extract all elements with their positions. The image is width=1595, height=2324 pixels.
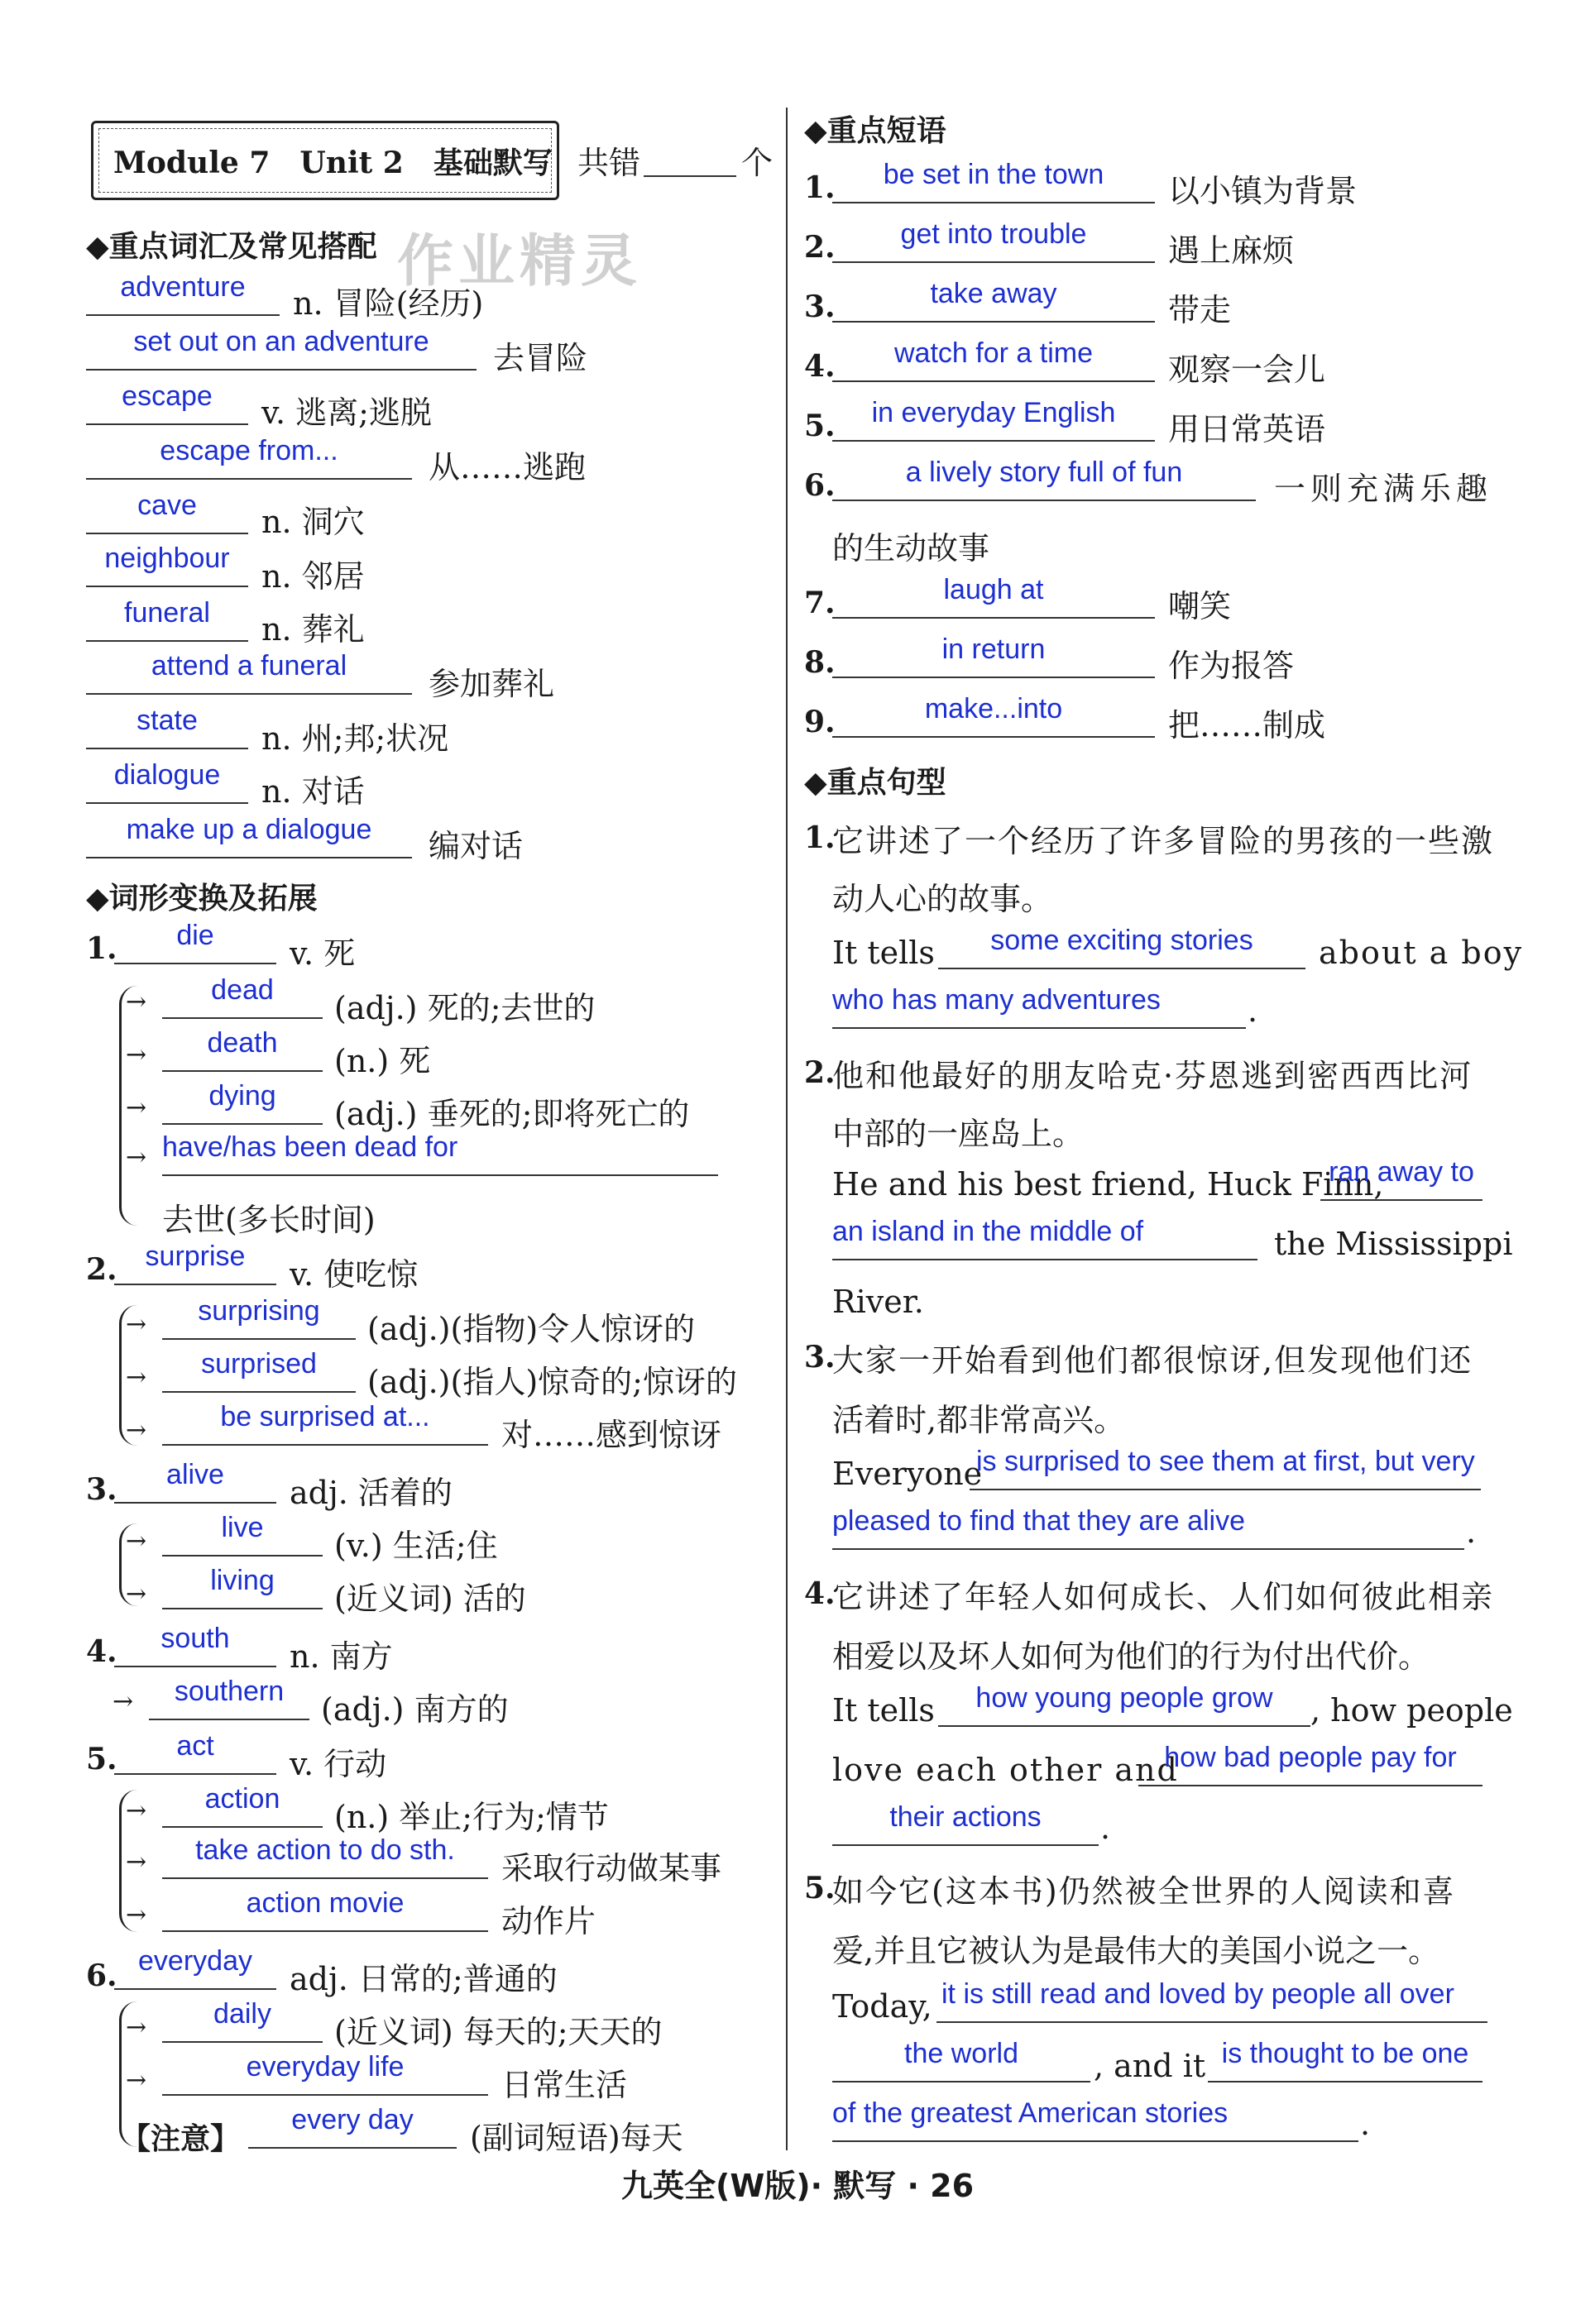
column-divider bbox=[786, 108, 788, 2150]
sentence-chinese: 动人心的故事。 bbox=[832, 881, 1053, 917]
sentence-answer: the world bbox=[832, 2038, 1090, 2083]
vocab-answer: escape bbox=[86, 380, 248, 425]
vocab-gloss: n. 对话 bbox=[261, 773, 365, 810]
arrow-icon: → bbox=[126, 1848, 147, 1877]
header-title: Module 7 Unit 2 基础默写 bbox=[113, 146, 553, 180]
wordform-gloss: (adj.) 南方的 bbox=[321, 1691, 509, 1728]
arrow-icon: → bbox=[126, 2013, 147, 2042]
phrase-gloss: 把……制成 bbox=[1168, 707, 1326, 744]
vocab-answer: dialogue bbox=[86, 759, 248, 804]
wordform-gloss: adj. 日常的;普通的 bbox=[290, 1961, 558, 1997]
wordform-answer: dying bbox=[162, 1080, 323, 1125]
item-number: 6. bbox=[86, 1958, 117, 1993]
header-box bbox=[91, 121, 559, 200]
vocab-answer: state bbox=[86, 705, 248, 749]
error-count-blank[interactable] bbox=[644, 146, 736, 177]
arrow-icon: → bbox=[126, 1143, 147, 1172]
vocab-gloss: n. 邻居 bbox=[261, 558, 365, 595]
vocab-gloss: 参加葬礼 bbox=[429, 666, 555, 702]
phrase-gloss: 嘲笑 bbox=[1168, 588, 1232, 624]
item-number: 3. bbox=[804, 1340, 836, 1375]
sentence-chinese: 爱,并且它被认为是最伟大的美国小说之一。 bbox=[832, 1933, 1440, 1969]
vocab-gloss: 从……逃跑 bbox=[429, 449, 587, 485]
item-number: 2. bbox=[804, 230, 836, 265]
arrow-icon: → bbox=[126, 1901, 147, 1929]
item-number: 5. bbox=[804, 409, 836, 443]
phrase-gloss: 遇上麻烦 bbox=[1168, 232, 1295, 269]
sentence-text: , how people bbox=[1310, 1692, 1513, 1729]
phrase-answer: watch for a time bbox=[832, 337, 1155, 382]
item-number: 6. bbox=[804, 468, 836, 503]
arrow-icon: → bbox=[126, 2066, 147, 2095]
watermark: 作业精灵 bbox=[397, 228, 643, 294]
sentence-text: He and his best friend, Huck Finn, bbox=[832, 1166, 1384, 1203]
note-gloss: (副词短语)每天 bbox=[470, 2120, 683, 2156]
vocab-answer: attend a funeral bbox=[86, 650, 412, 695]
sentence-answer: their actions bbox=[832, 1801, 1099, 1846]
arrow-icon: → bbox=[126, 1093, 147, 1122]
sentence-chinese: 他和他最好的朋友哈克·芬恩逃到密西西比河 bbox=[832, 1058, 1473, 1094]
error-count-suffix: 个 bbox=[741, 145, 774, 181]
phrase-answer: make...into bbox=[832, 693, 1155, 738]
vocab-gloss: 编对话 bbox=[429, 828, 524, 864]
sentence-answer: pleased to find that they are alive bbox=[832, 1505, 1464, 1550]
sentence-answer: ran away to bbox=[1320, 1156, 1482, 1201]
vocab-answer: cave bbox=[86, 490, 248, 534]
vocab-gloss: v. 逃离;逃脱 bbox=[261, 395, 432, 431]
sentence-text: the Mississippi bbox=[1274, 1226, 1513, 1262]
phrase-answer: a lively story full of fun bbox=[832, 457, 1256, 501]
sentence-chinese: 它讲述了年轻人如何成长、人们如何彼此相亲 bbox=[832, 1579, 1495, 1615]
wordform-gloss: (v.) 生活;住 bbox=[334, 1528, 498, 1564]
wordform-gloss: (n.) 死 bbox=[334, 1043, 431, 1079]
item-number: 8. bbox=[804, 645, 836, 680]
note-label: 【注意】 bbox=[121, 2122, 241, 2156]
phrase-answer: in everyday English bbox=[832, 397, 1155, 442]
wordform-answer: daily bbox=[162, 1998, 323, 2043]
wordform-gloss: (adj.)(指物)令人惊讶的 bbox=[367, 1311, 696, 1347]
item-number: 2. bbox=[86, 1252, 117, 1287]
vocab-answer: make up a dialogue bbox=[86, 814, 412, 858]
phrase-gloss-continued: 的生动故事 bbox=[832, 530, 990, 567]
wordform-gloss: (n.) 举止;行为;情节 bbox=[334, 1799, 609, 1835]
wordform-answer: live bbox=[162, 1512, 323, 1557]
item-number: 3. bbox=[86, 1472, 117, 1507]
phrase-answer: take away bbox=[832, 278, 1155, 323]
vocab-gloss: n. 洞穴 bbox=[261, 504, 365, 540]
sentence-text: Today, bbox=[832, 1988, 932, 2025]
wordform-gloss: (adj.)(指人)惊奇的;惊讶的 bbox=[367, 1364, 737, 1400]
wordform-gloss: 采取行动做某事 bbox=[501, 1850, 722, 1886]
arrow-icon: → bbox=[126, 1040, 147, 1069]
wordform-answer: south bbox=[114, 1623, 276, 1667]
item-number: 7. bbox=[804, 586, 836, 620]
wordform-answer: everyday bbox=[114, 1945, 276, 1990]
wordform-answer: action bbox=[162, 1783, 323, 1828]
sentence-end: . bbox=[1100, 1810, 1111, 1846]
sentence-end: . bbox=[1360, 2106, 1371, 2142]
wordform-gloss: 日常生活 bbox=[501, 2067, 628, 2103]
phrases-heading: ◆重点短语 bbox=[804, 114, 946, 148]
vocab-answer: funeral bbox=[86, 597, 248, 642]
vocab-gloss: n. 州;邦;状况 bbox=[261, 720, 449, 757]
vocab-answer: escape from... bbox=[86, 435, 412, 480]
wordform-answer: alive bbox=[114, 1459, 276, 1504]
wordform-gloss: 对……感到惊讶 bbox=[501, 1417, 722, 1453]
wordform-gloss: (adj.) 垂死的;即将死亡的 bbox=[334, 1096, 690, 1132]
item-number: 1. bbox=[86, 931, 117, 966]
item-number: 2. bbox=[804, 1055, 836, 1090]
wordform-gloss: (近义词) 每天的;天天的 bbox=[334, 2014, 663, 2050]
vocab-gloss: n. 冒险(经历) bbox=[293, 285, 484, 322]
sentence-text: River. bbox=[832, 1284, 924, 1320]
arrow-icon: → bbox=[126, 1363, 147, 1392]
phrase-gloss: 带走 bbox=[1168, 292, 1232, 328]
vocab-heading: ◆重点词汇及常见搭配 bbox=[86, 230, 377, 264]
sentence-chinese: 活着时,都非常高兴。 bbox=[832, 1402, 1126, 1438]
wordform-answer: surprising bbox=[162, 1295, 356, 1340]
phrase-gloss: 作为报答 bbox=[1168, 648, 1295, 684]
sentence-answer: how bad people pay for bbox=[1138, 1742, 1482, 1786]
sentence-text: It tells bbox=[832, 935, 935, 971]
item-number: 1. bbox=[804, 170, 836, 205]
sentence-answer: it is still read and loved by people all over bbox=[936, 1978, 1487, 2023]
vocab-answer: set out on an adventure bbox=[86, 326, 477, 371]
wordform-answer: surprise bbox=[114, 1241, 276, 1285]
item-number: 4. bbox=[804, 1576, 836, 1611]
wordform-gloss: n. 南方 bbox=[290, 1638, 393, 1675]
arrow-icon: → bbox=[113, 1687, 134, 1716]
sentence-text: Everyone bbox=[832, 1456, 983, 1492]
wordform-answer: die bbox=[114, 920, 276, 964]
phrase-gloss: 一则充满乐趣 bbox=[1274, 471, 1493, 507]
sentence-answer: is thought to be one bbox=[1208, 2038, 1482, 2083]
phrase-answer: be set in the town bbox=[832, 159, 1155, 203]
sentence-text: about a boy bbox=[1319, 935, 1524, 971]
phrase-answer: in return bbox=[832, 634, 1155, 678]
item-number: 5. bbox=[86, 1742, 117, 1776]
note-answer: every day bbox=[248, 2104, 457, 2149]
sentence-end: . bbox=[1466, 1513, 1477, 1550]
sentence-chinese: 如今它(这本书)仍然被全世界的人阅读和喜 bbox=[832, 1873, 1456, 1910]
wordform-gloss: adj. 活着的 bbox=[290, 1475, 453, 1511]
wordform-answer: be surprised at... bbox=[162, 1401, 488, 1446]
sentence-answer: of the greatest American stories bbox=[832, 2097, 1358, 2142]
sentences-heading: ◆重点句型 bbox=[804, 766, 946, 800]
wordform-answer: southern bbox=[149, 1676, 309, 1720]
wordform-heading: ◆词形变换及拓展 bbox=[86, 882, 318, 916]
phrase-gloss: 用日常英语 bbox=[1168, 411, 1326, 447]
phrase-gloss: 以小镇为背景 bbox=[1168, 173, 1358, 209]
item-number: 9. bbox=[804, 705, 836, 739]
sentence-answer: an island in the middle of bbox=[832, 1216, 1257, 1260]
sentence-chinese: 大家一开始看到他们都很惊讶,但发现他们还 bbox=[832, 1342, 1473, 1379]
wordform-gloss: v. 死 bbox=[290, 935, 356, 972]
wordform-answer: living bbox=[162, 1565, 323, 1609]
wordform-gloss: 去世(多长时间) bbox=[162, 1202, 376, 1238]
sentence-text: It tells bbox=[832, 1692, 935, 1729]
error-count-prefix: 共错 bbox=[577, 145, 641, 181]
arrow-icon: → bbox=[126, 987, 147, 1016]
sentence-end: . bbox=[1248, 992, 1258, 1029]
vocab-gloss: 去冒险 bbox=[493, 340, 588, 376]
wordform-gloss: v. 行动 bbox=[290, 1746, 387, 1782]
wordform-gloss: (近义词) 活的 bbox=[334, 1580, 526, 1617]
phrase-answer: laugh at bbox=[832, 574, 1155, 619]
page-footer: 九英全(W版)· 默写 · 26 bbox=[620, 2168, 975, 2204]
sentence-answer: how young people grow bbox=[938, 1682, 1310, 1727]
wordform-gloss: 动作片 bbox=[501, 1903, 596, 1939]
wordform-answer: surprised bbox=[162, 1348, 356, 1393]
sentence-chinese: 中部的一座岛上。 bbox=[832, 1116, 1085, 1152]
vocab-answer: adventure bbox=[86, 271, 280, 316]
phrase-gloss: 观察一会儿 bbox=[1168, 351, 1326, 388]
wordform-answer: act bbox=[114, 1730, 276, 1775]
sentence-answer: who has many adventures bbox=[832, 984, 1246, 1029]
item-number: 3. bbox=[804, 289, 836, 324]
sentence-text: love each other and bbox=[832, 1752, 1179, 1788]
phrase-answer: get into trouble bbox=[832, 218, 1155, 263]
wordform-answer: have/has been dead for bbox=[162, 1131, 718, 1176]
wordform-answer: death bbox=[162, 1027, 323, 1072]
wordform-answer: take action to do sth. bbox=[162, 1834, 488, 1879]
wordform-gloss: (adj.) 死的;去世的 bbox=[334, 990, 596, 1026]
sentence-text: , and it bbox=[1094, 2048, 1206, 2084]
item-number: 5. bbox=[804, 1871, 836, 1906]
sentence-answer: some exciting stories bbox=[938, 925, 1305, 969]
item-number: 4. bbox=[804, 349, 836, 384]
sentence-chinese: 它讲述了一个经历了许多冒险的男孩的一些激 bbox=[832, 823, 1495, 859]
wordform-answer: dead bbox=[162, 974, 323, 1019]
arrow-icon: → bbox=[126, 1796, 147, 1825]
item-number: 4. bbox=[86, 1634, 117, 1669]
wordform-answer: action movie bbox=[162, 1887, 488, 1932]
wordform-answer: everyday life bbox=[162, 2051, 488, 2096]
vocab-answer: neighbour bbox=[86, 543, 248, 587]
vocab-gloss: n. 葬礼 bbox=[261, 611, 365, 648]
arrow-icon: → bbox=[126, 1580, 147, 1609]
arrow-icon: → bbox=[126, 1310, 147, 1339]
arrow-icon: → bbox=[126, 1416, 147, 1445]
arrow-icon: → bbox=[126, 1527, 147, 1556]
wordform-gloss: v. 使吃惊 bbox=[290, 1256, 419, 1293]
sentence-answer: is surprised to see them at first, but very bbox=[970, 1446, 1481, 1490]
sentence-chinese: 相爱以及坏人如何为他们的行为付出代价。 bbox=[832, 1638, 1430, 1675]
item-number: 1. bbox=[804, 820, 836, 855]
